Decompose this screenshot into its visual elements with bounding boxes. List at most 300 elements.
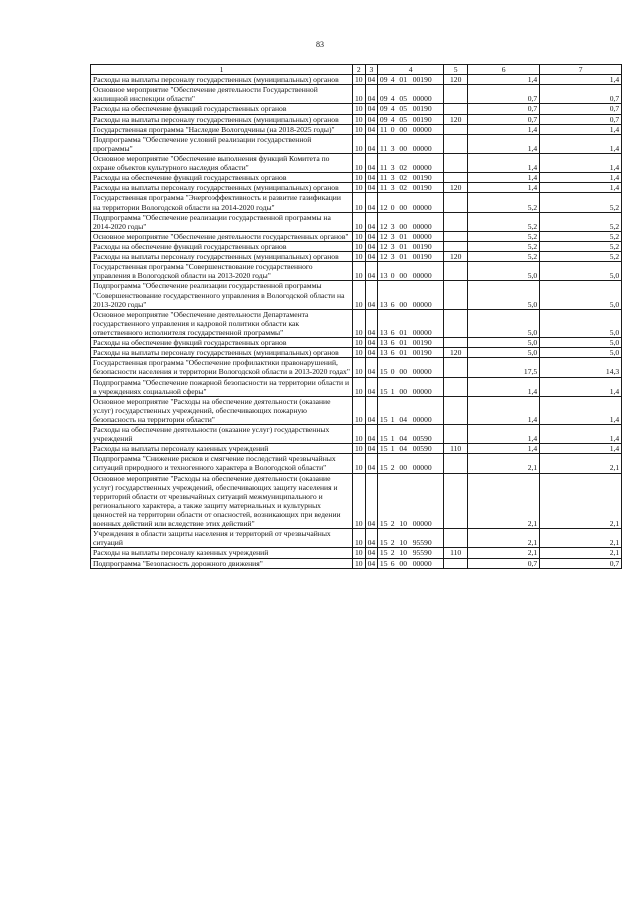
target-article-part: 15 — [379, 558, 388, 568]
target-article-code — [378, 231, 444, 241]
target-article-code — [378, 338, 444, 348]
target-article-part: 00000 — [412, 299, 432, 309]
section-code: 10 — [353, 104, 366, 114]
subsection-code: 04 — [365, 134, 378, 153]
target-article-part: 01 — [399, 327, 407, 337]
subsection-code: 04 — [365, 529, 378, 548]
amount-year-2: 1,4 — [540, 134, 622, 153]
table-row — [91, 124, 622, 134]
expense-type-code — [444, 85, 468, 104]
amount-year-2: 1,4 — [540, 377, 622, 396]
expense-type-code — [444, 558, 468, 568]
target-article-part: 2 — [390, 538, 395, 548]
subsection-code: 04 — [365, 183, 378, 193]
target-article-part: 05 — [399, 114, 407, 124]
target-article-code — [378, 104, 444, 114]
target-article-part: 00000 — [412, 414, 432, 424]
target-article-part: 12 — [379, 241, 388, 251]
amount-year-1: 1,4 — [468, 396, 540, 424]
target-article-part: 00000 — [412, 124, 432, 134]
expense-name: Государственная программа "Энергоэффективность и развитие газификации на территории Вологодской области на 2014-2020 годы" — [91, 193, 353, 212]
amount-year-2: 5,0 — [540, 338, 622, 348]
subsection-code: 04 — [365, 444, 378, 454]
amount-year-1: 5,2 — [468, 231, 540, 241]
amount-year-2: 0,7 — [540, 104, 622, 114]
subsection-code: 04 — [365, 454, 378, 473]
target-article-part: 1 — [390, 414, 395, 424]
target-article-code — [378, 309, 444, 337]
target-article-part: 2 — [390, 548, 395, 558]
expense-name: Основное мероприятие "Обеспечение деятельности государственных органов" — [91, 231, 353, 241]
section-code: 10 — [353, 348, 366, 358]
subsection-code: 04 — [365, 173, 378, 183]
target-article-part: 4 — [390, 75, 395, 85]
table-row — [91, 425, 622, 444]
subsection-code: 04 — [365, 473, 378, 529]
amount-year-2: 5,2 — [540, 212, 622, 231]
target-article-part: 13 — [379, 348, 388, 358]
target-article-part: 10 — [399, 538, 407, 548]
expense-type-code — [444, 124, 468, 134]
target-article-code — [378, 134, 444, 153]
target-article-part: 11 — [380, 143, 388, 153]
target-article-part: 15 — [379, 414, 388, 424]
section-code: 10 — [353, 85, 366, 104]
table-row — [91, 153, 622, 172]
amount-year-1: 1,4 — [468, 75, 540, 85]
amount-year-1: 5,0 — [468, 281, 540, 309]
target-article-part: 01 — [399, 231, 407, 241]
target-article-part: 00 — [399, 463, 407, 473]
amount-year-1: 5,0 — [468, 348, 540, 358]
expense-type-code — [444, 241, 468, 251]
expense-name: Расходы на обеспечение функций государственных органов — [91, 241, 353, 251]
amount-year-2: 0,7 — [540, 85, 622, 104]
expense-name: Подпрограмма "Обеспечение реализации государственной программы "Совершенствование государственного управления в Вологодской области на 2013-2020 годы" — [91, 281, 353, 309]
target-article-part: 00 — [399, 221, 407, 231]
target-article-code — [378, 85, 444, 104]
subsection-code: 04 — [365, 85, 378, 104]
target-article-part: 13 — [379, 338, 388, 348]
table-row — [91, 396, 622, 424]
amount-year-1: 5,2 — [468, 193, 540, 212]
subsection-code: 04 — [365, 231, 378, 241]
table-row — [91, 134, 622, 153]
table-row — [91, 338, 622, 348]
target-article-part: 09 — [379, 104, 388, 114]
target-article-part: 00190 — [412, 114, 432, 124]
budget-table — [90, 64, 622, 569]
subsection-code: 04 — [365, 338, 378, 348]
expense-name: Подпрограмма "Обеспечение условий реализации государственной программы" — [91, 134, 353, 153]
target-article-code — [378, 193, 444, 212]
subsection-code: 04 — [365, 212, 378, 231]
target-article-part: 1 — [390, 386, 395, 396]
col-header-3: 3 — [365, 65, 378, 75]
target-article-part: 00190 — [412, 241, 432, 251]
target-article-part: 00000 — [412, 558, 432, 568]
subsection-code: 04 — [365, 153, 378, 172]
amount-year-1: 1,4 — [468, 124, 540, 134]
expense-name: Подпрограмма "Снижение рисков и смягчение последствий чрезвычайных ситуаций природного и техногенного характера в Вологодской области" — [91, 454, 353, 473]
page-number: 83 — [316, 40, 324, 49]
expense-type-code — [444, 104, 468, 114]
col-header-7: 7 — [540, 65, 622, 75]
expense-name: Основное мероприятие "Обеспечение деятельности Департамента государственного управления и кадровой политики области как ответственного исполнителя государственной программы" — [91, 309, 353, 337]
amount-year-2: 5,0 — [540, 281, 622, 309]
expense-type-code — [444, 473, 468, 529]
expense-type-code: 120 — [444, 114, 468, 124]
amount-year-2: 1,4 — [540, 444, 622, 454]
expense-type-code — [444, 338, 468, 348]
section-code: 10 — [353, 425, 366, 444]
table-row — [91, 309, 622, 337]
target-article-code — [378, 75, 444, 85]
target-article-part: 09 — [379, 94, 388, 104]
target-article-part: 00 — [399, 143, 407, 153]
target-article-part: 6 — [390, 338, 395, 348]
section-code: 10 — [353, 454, 366, 473]
expense-type-code: 120 — [444, 75, 468, 85]
amount-year-2: 1,4 — [540, 124, 622, 134]
section-code: 10 — [353, 396, 366, 424]
target-article-part: 09 — [379, 114, 388, 124]
target-article-part: 05 — [399, 94, 407, 104]
amount-year-2: 5,0 — [540, 348, 622, 358]
target-article-code — [378, 153, 444, 172]
target-article-part: 15 — [379, 463, 388, 473]
target-article-part: 13 — [379, 271, 388, 281]
target-article-part: 04 — [399, 414, 407, 424]
section-code: 10 — [353, 358, 366, 377]
amount-year-1: 1,4 — [468, 173, 540, 183]
header-row — [91, 65, 622, 75]
target-article-part: 00000 — [412, 327, 432, 337]
table-row — [91, 444, 622, 454]
expense-type-code — [444, 425, 468, 444]
expense-name: Расходы на выплаты персоналу государственных (муниципальных) органов — [91, 75, 353, 85]
target-article-part: 3 — [390, 173, 395, 183]
amount-year-1: 1,4 — [468, 444, 540, 454]
target-article-part: 13 — [379, 327, 388, 337]
target-article-code — [378, 444, 444, 454]
target-article-part: 2 — [390, 519, 395, 529]
amount-year-2: 1,4 — [540, 396, 622, 424]
expense-type-code: 120 — [444, 252, 468, 262]
subsection-code: 04 — [365, 548, 378, 558]
amount-year-1: 2,1 — [468, 529, 540, 548]
subsection-code: 04 — [365, 104, 378, 114]
subsection-code: 04 — [365, 425, 378, 444]
table-row — [91, 377, 622, 396]
target-article-part: 00190 — [412, 252, 432, 262]
target-article-part: 00000 — [412, 463, 432, 473]
section-code: 10 — [353, 309, 366, 337]
amount-year-2: 5,0 — [540, 262, 622, 281]
expense-type-code — [444, 173, 468, 183]
target-article-part: 95590 — [412, 548, 432, 558]
target-article-part: 1 — [390, 434, 395, 444]
section-code: 10 — [353, 114, 366, 124]
target-article-part: 05 — [399, 104, 407, 114]
table-row — [91, 454, 622, 473]
target-article-part: 15 — [379, 548, 388, 558]
expense-name: Расходы на обеспечение деятельности (оказание услуг) государственных учреждений — [91, 425, 353, 444]
col-header-5: 5 — [444, 65, 468, 75]
section-code: 10 — [353, 134, 366, 153]
target-article-part: 00190 — [412, 173, 432, 183]
target-article-part: 15 — [379, 538, 388, 548]
target-article-part: 00590 — [412, 434, 432, 444]
col-header-4: 4 — [378, 65, 444, 75]
target-article-part: 00190 — [412, 183, 432, 193]
target-article-code — [378, 252, 444, 262]
section-code: 10 — [353, 281, 366, 309]
target-article-part: 3 — [390, 231, 395, 241]
section-code: 10 — [353, 124, 366, 134]
target-article-part: 00 — [399, 367, 407, 377]
target-article-part: 00190 — [412, 104, 432, 114]
target-article-code — [378, 473, 444, 529]
target-article-part: 3 — [390, 163, 395, 173]
subsection-code: 04 — [365, 193, 378, 212]
table-row — [91, 231, 622, 241]
target-article-part: 12 — [379, 252, 388, 262]
amount-year-1: 5,2 — [468, 252, 540, 262]
target-article-part: 00190 — [412, 348, 432, 358]
expense-name: Учреждения в области защиты населения и территорий от чрезвычайных ситуаций — [91, 529, 353, 548]
target-article-part: 15 — [379, 367, 388, 377]
table-row — [91, 348, 622, 358]
expense-type-code — [444, 309, 468, 337]
subsection-code: 04 — [365, 309, 378, 337]
target-article-part: 12 — [379, 202, 388, 212]
expense-type-code — [444, 262, 468, 281]
section-code: 10 — [353, 153, 366, 172]
amount-year-2: 2,1 — [540, 529, 622, 548]
table-row — [91, 193, 622, 212]
target-article-part: 00 — [399, 386, 407, 396]
expense-name: Расходы на выплаты персоналу казенных учреждений — [91, 444, 353, 454]
target-article-part: 11 — [380, 163, 388, 173]
amount-year-1: 1,4 — [468, 134, 540, 153]
expense-type-code — [444, 377, 468, 396]
table-row — [91, 529, 622, 548]
amount-year-2: 2,1 — [540, 548, 622, 558]
target-article-part: 02 — [399, 163, 407, 173]
target-article-part: 00000 — [412, 221, 432, 231]
amount-year-1: 0,7 — [468, 114, 540, 124]
target-article-part: 00 — [399, 558, 407, 568]
target-article-part: 3 — [390, 143, 395, 153]
expense-type-code — [444, 193, 468, 212]
table-header — [91, 65, 622, 75]
amount-year-1: 0,7 — [468, 558, 540, 568]
target-article-part: 11 — [380, 183, 388, 193]
target-article-code — [378, 124, 444, 134]
table-row — [91, 212, 622, 231]
subsection-code: 04 — [365, 241, 378, 251]
table-row — [91, 241, 622, 251]
target-article-part: 4 — [390, 104, 395, 114]
target-article-part: 11 — [380, 173, 388, 183]
target-article-part: 6 — [390, 327, 395, 337]
target-article-part: 00190 — [412, 75, 432, 85]
amount-year-1: 0,7 — [468, 85, 540, 104]
target-article-part: 02 — [399, 173, 407, 183]
col-header-2: 2 — [353, 65, 366, 75]
table-row — [91, 473, 622, 529]
table-row — [91, 262, 622, 281]
target-article-code — [378, 262, 444, 281]
target-article-part: 12 — [379, 221, 388, 231]
target-article-code — [378, 348, 444, 358]
section-code: 10 — [353, 231, 366, 241]
section-code: 10 — [353, 193, 366, 212]
target-article-part: 10 — [399, 519, 407, 529]
section-code: 10 — [353, 338, 366, 348]
amount-year-2: 2,1 — [540, 473, 622, 529]
expense-name: Расходы на обеспечение функций государственных органов — [91, 173, 353, 183]
target-article-part: 15 — [379, 386, 388, 396]
subsection-code: 04 — [365, 252, 378, 262]
amount-year-1: 2,1 — [468, 548, 540, 558]
target-article-part: 4 — [390, 114, 395, 124]
expense-type-code — [444, 281, 468, 309]
table-row — [91, 85, 622, 104]
table-row — [91, 104, 622, 114]
expense-type-code — [444, 153, 468, 172]
expense-type-code — [444, 454, 468, 473]
subsection-code: 04 — [365, 114, 378, 124]
target-article-code — [378, 454, 444, 473]
col-header-1: 1 — [91, 65, 353, 75]
table-row — [91, 183, 622, 193]
target-article-part: 11 — [380, 124, 388, 134]
expense-name: Расходы на обеспечение функций государственных органов — [91, 104, 353, 114]
section-code: 10 — [353, 529, 366, 548]
amount-year-2: 14,3 — [540, 358, 622, 377]
amount-year-1: 5,2 — [468, 241, 540, 251]
target-article-part: 12 — [379, 231, 388, 241]
target-article-part: 01 — [399, 75, 407, 85]
expense-name: Расходы на выплаты персоналу казенных учреждений — [91, 548, 353, 558]
target-article-code — [378, 114, 444, 124]
expense-name: Основное мероприятие "Расходы на обеспечение деятельности (оказание услуг) государственных учреждений, обеспечивающих защиту населения и территорий области от чрезвычайных ситуаций межмуниципального и регионального характера, а также защиту материальных и культурных ценностей на территории области от опасностей, возникающих при ведении военных действий или вследствие этих действий" — [91, 473, 353, 529]
target-article-part: 2 — [390, 463, 395, 473]
expense-name: Подпрограмма "Безопасность дорожного движения" — [91, 558, 353, 568]
expense-type-code — [444, 212, 468, 231]
expense-type-code — [444, 396, 468, 424]
subsection-code: 04 — [365, 558, 378, 568]
amount-year-2: 2,1 — [540, 454, 622, 473]
target-article-part: 00000 — [412, 386, 432, 396]
expense-name: Расходы на выплаты персоналу государственных (муниципальных) органов — [91, 348, 353, 358]
target-article-part: 4 — [390, 94, 395, 104]
target-article-code — [378, 358, 444, 377]
target-article-part: 15 — [379, 519, 388, 529]
section-code: 10 — [353, 377, 366, 396]
expense-name: Основное мероприятие "Обеспечение деятельности Государственной жилищной инспекции области" — [91, 85, 353, 104]
target-article-part: 6 — [390, 299, 395, 309]
expense-name: Расходы на обеспечение функций государственных органов — [91, 338, 353, 348]
target-article-part: 00 — [399, 124, 407, 134]
subsection-code: 04 — [365, 281, 378, 309]
subsection-code: 04 — [365, 75, 378, 85]
target-article-part: 01 — [399, 241, 407, 251]
target-article-code — [378, 377, 444, 396]
subsection-code: 04 — [365, 124, 378, 134]
subsection-code: 04 — [365, 348, 378, 358]
section-code: 10 — [353, 262, 366, 281]
target-article-part: 00190 — [412, 338, 432, 348]
expense-type-code — [444, 231, 468, 241]
target-article-part: 00 — [399, 271, 407, 281]
amount-year-2: 0,7 — [540, 114, 622, 124]
amount-year-2: 1,4 — [540, 173, 622, 183]
target-article-part: 10 — [399, 548, 407, 558]
table-body — [91, 75, 622, 569]
target-article-part: 13 — [379, 299, 388, 309]
target-article-part: 0 — [390, 367, 395, 377]
expense-name: Расходы на выплаты персоналу государственных (муниципальных) органов — [91, 252, 353, 262]
target-article-part: 00000 — [412, 143, 432, 153]
table-row — [91, 75, 622, 85]
section-code: 10 — [353, 548, 366, 558]
expense-name: Государственная программа "Обеспечение профилактики правонарушений, безопасности населения и территории Вологодской области в 2013-2020 годах" — [91, 358, 353, 377]
expense-name: Подпрограмма "Обеспечение пожарной безопасности на территории области и в учреждениях социальной сферы" — [91, 377, 353, 396]
target-article-part: 6 — [390, 348, 395, 358]
amount-year-2: 0,7 — [540, 558, 622, 568]
amount-year-2: 1,4 — [540, 153, 622, 172]
target-article-part: 00590 — [412, 444, 432, 454]
target-article-code — [378, 212, 444, 231]
target-article-part: 02 — [399, 183, 407, 193]
expense-name: Расходы на выплаты персоналу государственных (муниципальных) органов — [91, 183, 353, 193]
expense-type-code — [444, 134, 468, 153]
expense-type-code: 120 — [444, 183, 468, 193]
expense-type-code: 120 — [444, 348, 468, 358]
amount-year-1: 0,7 — [468, 104, 540, 114]
target-article-part: 09 — [379, 75, 388, 85]
target-article-part: 6 — [390, 558, 395, 568]
target-article-part: 95590 — [412, 538, 432, 548]
target-article-part: 0 — [390, 271, 395, 281]
section-code: 10 — [353, 444, 366, 454]
amount-year-1: 1,4 — [468, 153, 540, 172]
target-article-part: 00000 — [412, 163, 432, 173]
amount-year-1: 5,0 — [468, 309, 540, 337]
amount-year-1: 5,0 — [468, 338, 540, 348]
subsection-code: 04 — [365, 262, 378, 281]
amount-year-1: 5,0 — [468, 262, 540, 281]
amount-year-1: 5,2 — [468, 212, 540, 231]
section-code: 10 — [353, 252, 366, 262]
expense-name: Основное мероприятие "Обеспечение выполнения функций Комитета по охране объектов культурного наследия области" — [91, 153, 353, 172]
amount-year-2: 5,2 — [540, 231, 622, 241]
amount-year-2: 5,2 — [540, 241, 622, 251]
target-article-part: 00000 — [412, 94, 432, 104]
target-article-part: 3 — [390, 183, 395, 193]
target-article-part: 00000 — [412, 519, 432, 529]
table-row — [91, 114, 622, 124]
table-row — [91, 548, 622, 558]
target-article-code — [378, 548, 444, 558]
expense-type-code — [444, 358, 468, 377]
amount-year-2: 1,4 — [540, 425, 622, 444]
col-header-6: 6 — [468, 65, 540, 75]
amount-year-1: 2,1 — [468, 473, 540, 529]
